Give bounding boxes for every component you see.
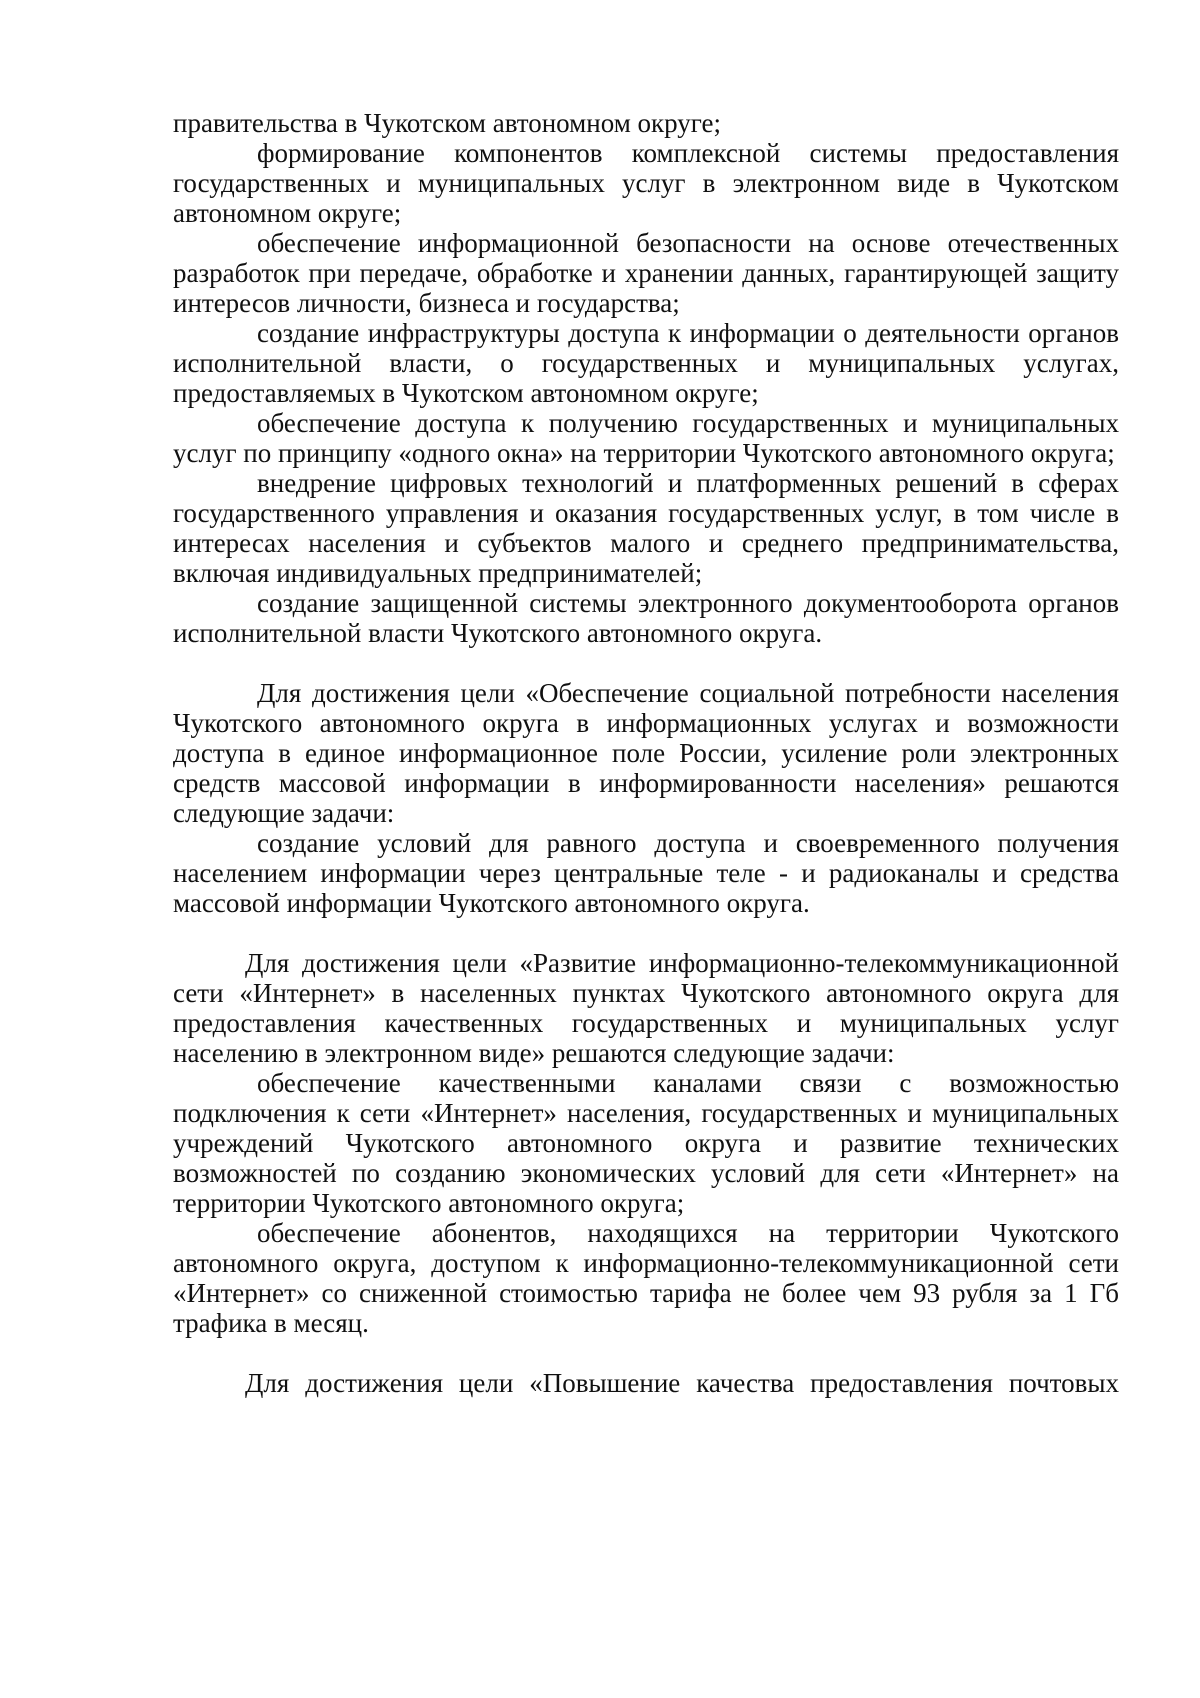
paragraph-task-6: создание защищенной системы электронного документооборота органов исполнительной власти Чукотского автономного округа. — [173, 588, 1119, 648]
document-page — [173, 108, 1119, 1398]
paragraph-goal-internet-development: Для достижения цели «Развитие информационно-телекоммуникационной сети «Интернет» в населенных пунктах Чукотского автономного округа для предоставления качественных государственных и муниципальных услуг населению в электронном виде» решаются следующие задачи: — [173, 948, 1119, 1068]
paragraph-task-3: создание инфраструктуры доступа к информации о деятельности органов исполнительной власти, о государственных и муниципальных услугах, предоставляемых в Чукотском автономном округе; — [173, 318, 1119, 408]
paragraph-task-7: создание условий для равного доступа и своевременного получения населением информации через центральные теле - и радиоканалы и средства массовой информации Чукотского автономного округа. — [173, 828, 1119, 918]
paragraph-continuation: правительства в Чукотском автономном округе; — [173, 108, 721, 138]
paragraph-task-2: обеспечение информационной безопасности на основе отечественных разработок при передаче, обработке и хранении данных, гарантирующей защиту интересов личности, бизнеса и государства; — [173, 228, 1119, 318]
paragraph-task-4: обеспечение доступа к получению государственных и муниципальных услуг по принципу «одного окна» на территории Чукотского автономного округа; — [173, 408, 1119, 468]
paragraph-task-8: обеспечение качественными каналами связи с возможностью подключения к сети «Интернет» населения, государственных и муниципальных учреждений Чукотского автономного округа и развитие технических возможностей по созданию экономических условий для сети «Интернет» на территории Чукотского автономного округа; — [173, 1068, 1119, 1218]
paragraph-task-9: обеспечение абонентов, находящихся на территории Чукотского автономного округа, доступом к информационно-телекоммуникационной сети «Интернет» со сниженной стоимостью тарифа не более чем 93 рубля за 1 Гб трафика в месяц. — [173, 1218, 1119, 1338]
paragraph-goal-postal-services: Для достижения цели «Повышение качества предоставления почтовых — [245, 1368, 1119, 1398]
paragraph-task-5: внедрение цифровых технологий и платформенных решений в сферах государственного управления и оказания государственных услуг, в том числе в интересах населения и субъектов малого и среднего предпринимательства, включая индивидуальных предпринимателей; — [173, 468, 1119, 588]
paragraph-goal-information-services: Для достижения цели «Обеспечение социальной потребности населения Чукотского автономного округа в информационных услугах и возможности доступа в единое информационное поле России, усиление роли электронных средств массовой информации в информированности населения» решаются следующие задачи: — [173, 678, 1119, 828]
paragraph-task-1: формирование компонентов комплексной системы предоставления государственных и муниципальных услуг в электронном виде в Чукотском автономном округе; — [173, 138, 1119, 228]
